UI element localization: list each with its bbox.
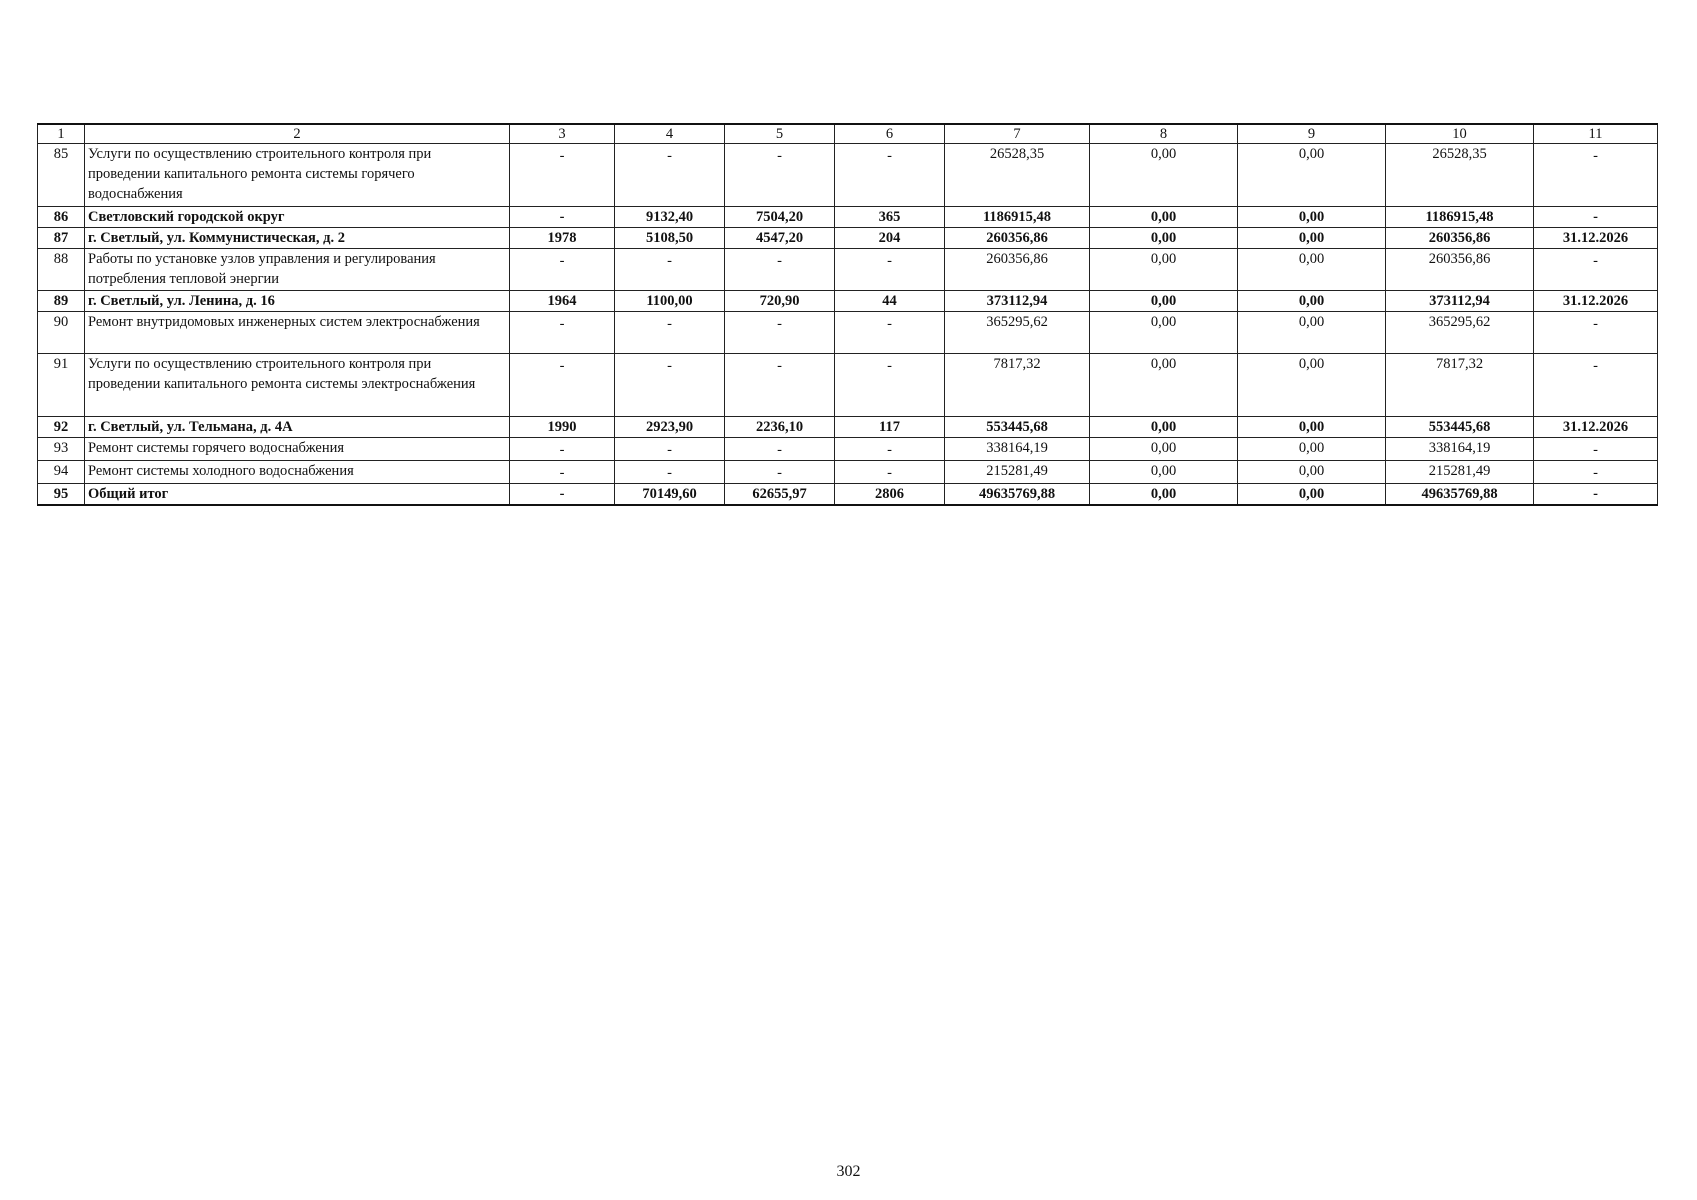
build-year: 1964 — [510, 291, 615, 312]
row-number: 92 — [38, 417, 85, 438]
column-header: 9 — [1238, 124, 1386, 144]
cost-col-9: 0,00 — [1238, 438, 1386, 461]
completion-date: - — [1534, 312, 1658, 354]
build-year: 1978 — [510, 228, 615, 249]
row-number: 88 — [38, 249, 85, 291]
work-description: Работы по установке узлов управления и регулирования потребления тепловой энергии — [85, 249, 510, 291]
column-header: 11 — [1534, 124, 1658, 144]
completion-date: 31.12.2026 — [1534, 228, 1658, 249]
table-row — [38, 417, 1658, 438]
living-area: - — [725, 144, 835, 207]
living-area: - — [725, 438, 835, 461]
column-header: 3 — [510, 124, 615, 144]
cost-col-8: 0,00 — [1090, 417, 1238, 438]
cost-total: 7817,32 — [945, 354, 1090, 417]
build-year: - — [510, 484, 615, 506]
column-header: 7 — [945, 124, 1090, 144]
cost-total: 26528,35 — [945, 144, 1090, 207]
work-description: г. Светлый, ул. Коммунистическая, д. 2 — [85, 228, 510, 249]
table-row — [38, 354, 1658, 417]
total-area: - — [615, 249, 725, 291]
work-description: г. Светлый, ул. Ленина, д. 16 — [85, 291, 510, 312]
residents-count: 117 — [835, 417, 945, 438]
living-area: 720,90 — [725, 291, 835, 312]
cost-col-10: 553445,68 — [1386, 417, 1534, 438]
total-area: - — [615, 461, 725, 484]
cost-col-9: 0,00 — [1238, 484, 1386, 506]
cost-col-10: 7817,32 — [1386, 354, 1534, 417]
repair-program-table — [37, 123, 1658, 506]
cost-col-9: 0,00 — [1238, 291, 1386, 312]
cost-total: 260356,86 — [945, 249, 1090, 291]
total-area: - — [615, 354, 725, 417]
build-year: - — [510, 207, 615, 228]
total-area: 2923,90 — [615, 417, 725, 438]
cost-col-8: 0,00 — [1090, 207, 1238, 228]
column-header: 10 — [1386, 124, 1534, 144]
total-area: - — [615, 144, 725, 207]
build-year: - — [510, 438, 615, 461]
cost-total: 260356,86 — [945, 228, 1090, 249]
residents-count: - — [835, 461, 945, 484]
cost-col-10: 365295,62 — [1386, 312, 1534, 354]
column-header: 8 — [1090, 124, 1238, 144]
build-year: - — [510, 312, 615, 354]
table-row — [38, 461, 1658, 484]
cost-total: 1186915,48 — [945, 207, 1090, 228]
work-description: г. Светлый, ул. Тельмана, д. 4А — [85, 417, 510, 438]
residents-count: 365 — [835, 207, 945, 228]
completion-date: - — [1534, 484, 1658, 506]
cost-total: 373112,94 — [945, 291, 1090, 312]
living-area: - — [725, 354, 835, 417]
work-description: Светловский городской округ — [85, 207, 510, 228]
cost-col-10: 49635769,88 — [1386, 484, 1534, 506]
row-number: 87 — [38, 228, 85, 249]
column-header: 5 — [725, 124, 835, 144]
table-row — [38, 144, 1658, 207]
column-header: 2 — [85, 124, 510, 144]
cost-col-9: 0,00 — [1238, 144, 1386, 207]
completion-date: - — [1534, 438, 1658, 461]
build-year: - — [510, 461, 615, 484]
cost-col-10: 260356,86 — [1386, 249, 1534, 291]
residents-count: 2806 — [835, 484, 945, 506]
cost-col-10: 1186915,48 — [1386, 207, 1534, 228]
total-area: - — [615, 312, 725, 354]
cost-col-8: 0,00 — [1090, 312, 1238, 354]
cost-total: 49635769,88 — [945, 484, 1090, 506]
cost-total: 365295,62 — [945, 312, 1090, 354]
residents-count: 44 — [835, 291, 945, 312]
total-area: 9132,40 — [615, 207, 725, 228]
cost-col-10: 260356,86 — [1386, 228, 1534, 249]
completion-date: 31.12.2026 — [1534, 417, 1658, 438]
work-description: Ремонт системы горячего водоснабжения — [85, 438, 510, 461]
living-area: 7504,20 — [725, 207, 835, 228]
build-year: - — [510, 144, 615, 207]
cost-col-9: 0,00 — [1238, 207, 1386, 228]
cost-col-8: 0,00 — [1090, 249, 1238, 291]
completion-date: - — [1534, 461, 1658, 484]
cost-col-9: 0,00 — [1238, 228, 1386, 249]
cost-col-9: 0,00 — [1238, 249, 1386, 291]
build-year: 1990 — [510, 417, 615, 438]
completion-date: - — [1534, 249, 1658, 291]
work-description: Общий итог — [85, 484, 510, 506]
work-description: Ремонт системы холодного водоснабжения — [85, 461, 510, 484]
row-number: 89 — [38, 291, 85, 312]
table-row — [38, 228, 1658, 249]
living-area: - — [725, 249, 835, 291]
column-header: 1 — [38, 124, 85, 144]
completion-date: - — [1534, 207, 1658, 228]
cost-total: 215281,49 — [945, 461, 1090, 484]
cost-col-8: 0,00 — [1090, 291, 1238, 312]
column-header: 6 — [835, 124, 945, 144]
residents-count: - — [835, 438, 945, 461]
table-row — [38, 438, 1658, 461]
row-number: 90 — [38, 312, 85, 354]
cost-col-10: 215281,49 — [1386, 461, 1534, 484]
table-row — [38, 312, 1658, 354]
work-description: Услуги по осуществлению строительного контроля при проведении капитального ремонта системы электроснабжения — [85, 354, 510, 417]
total-area: 5108,50 — [615, 228, 725, 249]
table-row-total — [38, 484, 1658, 506]
total-area: 70149,60 — [615, 484, 725, 506]
cost-col-10: 338164,19 — [1386, 438, 1534, 461]
page-number: 302 — [836, 1163, 861, 1180]
table-row — [38, 249, 1658, 291]
total-area: - — [615, 438, 725, 461]
living-area: - — [725, 461, 835, 484]
living-area: 4547,20 — [725, 228, 835, 249]
living-area: - — [725, 312, 835, 354]
row-number: 93 — [38, 438, 85, 461]
cost-col-10: 373112,94 — [1386, 291, 1534, 312]
table-row — [38, 207, 1658, 228]
cost-col-8: 0,00 — [1090, 438, 1238, 461]
completion-date: - — [1534, 144, 1658, 207]
cost-col-8: 0,00 — [1090, 461, 1238, 484]
living-area: 62655,97 — [725, 484, 835, 506]
work-description: Ремонт внутридомовых инженерных систем электроснабжения — [85, 312, 510, 354]
residents-count: - — [835, 312, 945, 354]
cost-col-8: 0,00 — [1090, 228, 1238, 249]
residents-count: - — [835, 354, 945, 417]
residents-count: - — [835, 249, 945, 291]
work-description: Услуги по осуществлению строительного контроля при проведении капитального ремонта системы горячего водоснабжения — [85, 144, 510, 207]
cost-col-9: 0,00 — [1238, 417, 1386, 438]
row-number: 91 — [38, 354, 85, 417]
build-year: - — [510, 249, 615, 291]
total-area: 1100,00 — [615, 291, 725, 312]
residents-count: - — [835, 144, 945, 207]
cost-total: 553445,68 — [945, 417, 1090, 438]
cost-col-9: 0,00 — [1238, 354, 1386, 417]
cost-col-8: 0,00 — [1090, 484, 1238, 506]
cost-col-10: 26528,35 — [1386, 144, 1534, 207]
living-area: 2236,10 — [725, 417, 835, 438]
document-page — [37, 123, 1657, 506]
column-number-row — [38, 124, 1658, 144]
table-row — [38, 291, 1658, 312]
column-header: 4 — [615, 124, 725, 144]
row-number: 86 — [38, 207, 85, 228]
cost-col-8: 0,00 — [1090, 354, 1238, 417]
cost-total: 338164,19 — [945, 438, 1090, 461]
completion-date: - — [1534, 354, 1658, 417]
cost-col-9: 0,00 — [1238, 312, 1386, 354]
residents-count: 204 — [835, 228, 945, 249]
row-number: 94 — [38, 461, 85, 484]
row-number: 85 — [38, 144, 85, 207]
cost-col-8: 0,00 — [1090, 144, 1238, 207]
build-year: - — [510, 354, 615, 417]
completion-date: 31.12.2026 — [1534, 291, 1658, 312]
row-number: 95 — [38, 484, 85, 506]
cost-col-9: 0,00 — [1238, 461, 1386, 484]
